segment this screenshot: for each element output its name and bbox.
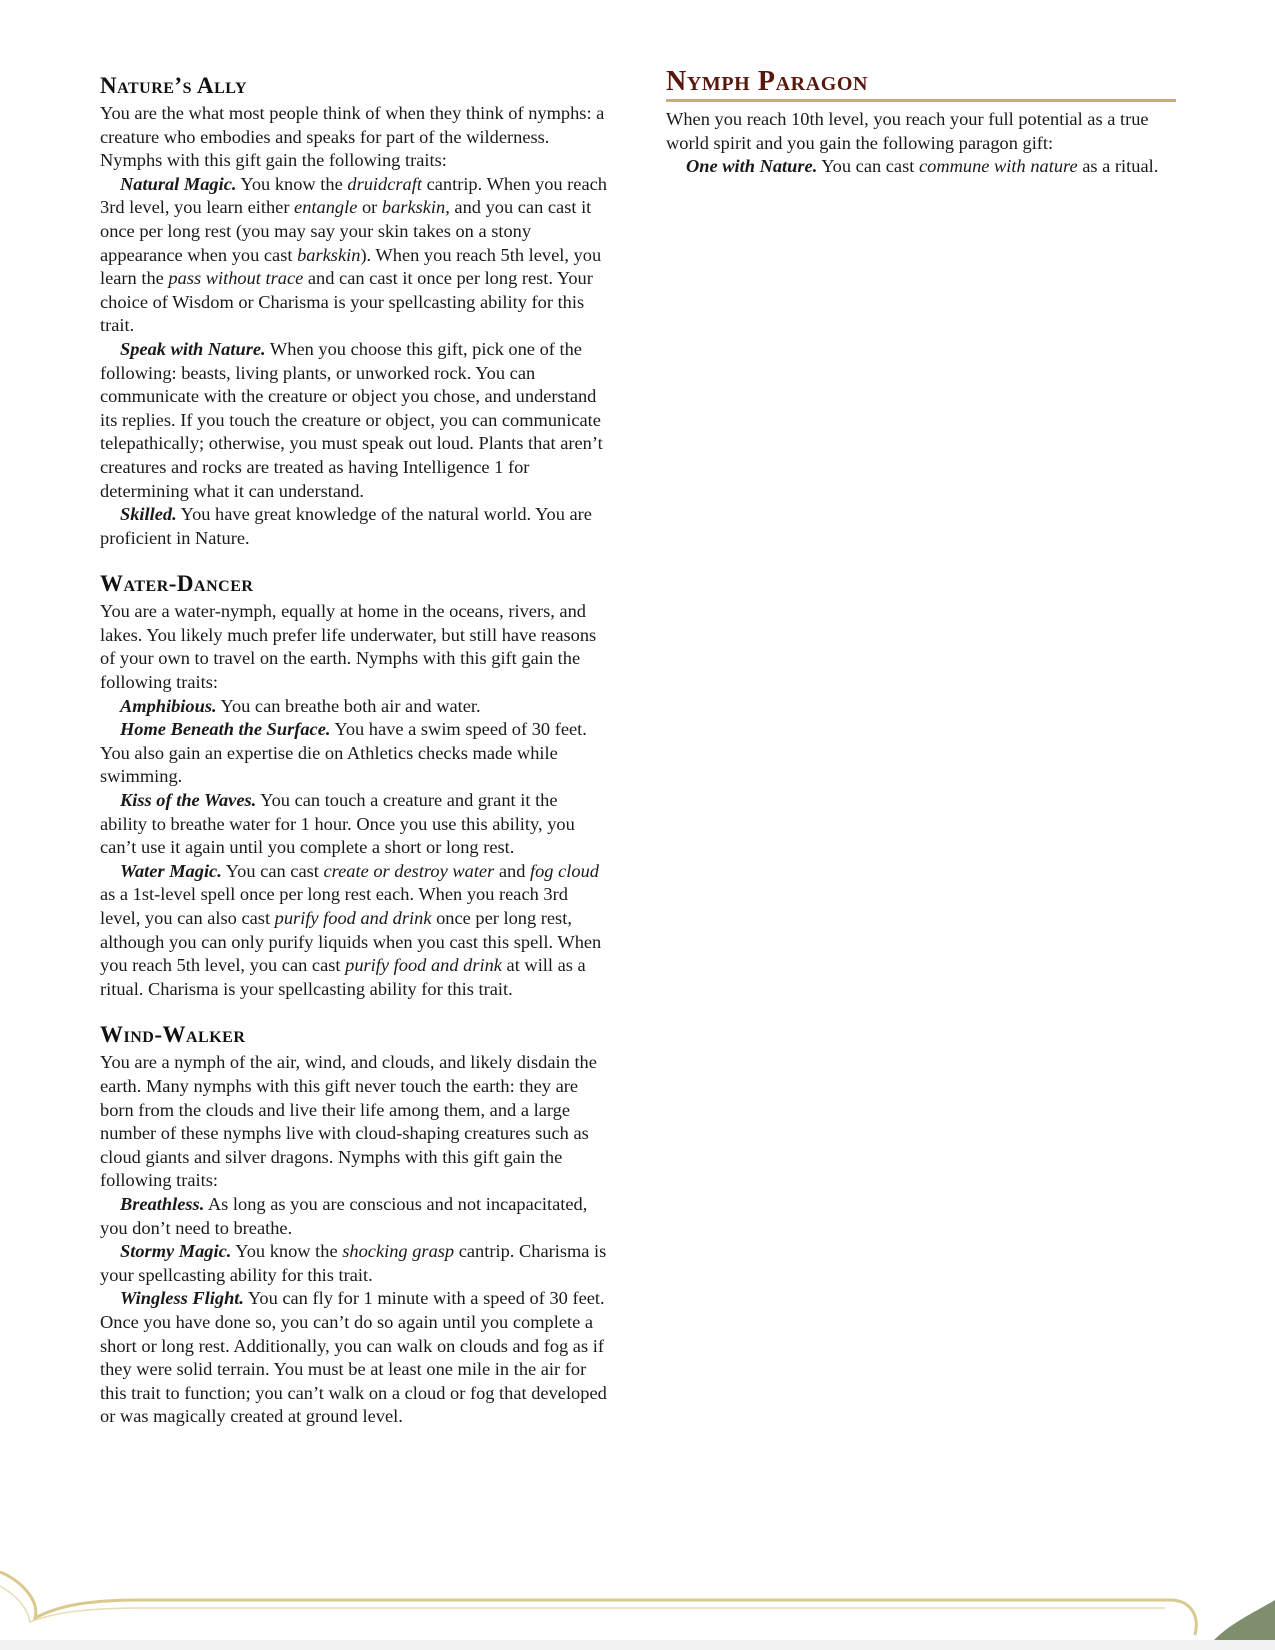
trait-name: Breathless. [120, 1193, 205, 1214]
trait-text: You have great knowledge of the natural world. You are proficient in Nature. [100, 504, 592, 548]
trait-text: You can fly for 1 minute with a speed of 30 feet. Once you have done so, you can’t do so again until you complete a short or long rest. Additionally, you can walk on clouds and fog as if they were solid terrain. You must be at least one mile in the air for this trait to function; you can’t walk on a cloud or fog that developed or was magically created at ground level. [100, 1288, 607, 1427]
spell-name: fog cloud [530, 860, 599, 881]
trait-name: Natural Magic. [120, 173, 237, 194]
trait-text: You can cast [221, 860, 324, 881]
natural-magic-trait [100, 173, 608, 338]
right-column [666, 66, 1176, 179]
trait-name: Wingless Flight. [120, 1288, 245, 1309]
trait-text: You know the [236, 173, 348, 194]
trait-name: Home Beneath the Surface. [120, 719, 331, 740]
trait-text: cantrip. Charisma is your spellcasting ability for this trait. [100, 1241, 607, 1285]
breathless-trait [100, 1193, 608, 1240]
spell-name: barkskin [297, 244, 361, 265]
kiss-of-waves-trait [100, 789, 608, 860]
trait-text: You have a swim speed of 30 feet. You also gain an expertise die on Athletics checks made while swimming. [100, 719, 587, 787]
stormy-magic-trait [100, 1240, 608, 1287]
skilled-trait [100, 503, 608, 550]
page-footer-ornament [0, 1560, 1275, 1650]
footer-curve [0, 1572, 1196, 1635]
amphibious-trait [100, 695, 608, 719]
spell-name: create or destroy water [323, 860, 495, 881]
trait-name: Skilled. [120, 504, 177, 525]
water-magic-trait [100, 860, 608, 1002]
wingless-flight-trait [100, 1287, 608, 1429]
one-with-nature-trait [666, 155, 1176, 179]
spell-name: druidcraft [347, 173, 422, 194]
trait-text: You know the [231, 1241, 343, 1262]
spell-name: shocking grasp [342, 1241, 455, 1262]
home-beneath-trait [100, 718, 608, 789]
trait-text: , and you can cast it once per long rest (you may say your skin takes on a stony appearance when you cast [100, 197, 592, 265]
spell-name: commune with nature [918, 156, 1078, 177]
trait-text: as a 1st-level spell once per long rest each. When you reach 3rd level, you can also cast [100, 884, 568, 928]
trait-name: Kiss of the Waves. [120, 790, 257, 811]
trait-name: Stormy Magic. [120, 1241, 232, 1262]
trait-text: or [357, 197, 382, 218]
trait-name: One with Nature. [686, 156, 818, 177]
nymph-paragon-heading: Nymph Paragon [666, 66, 1176, 102]
wind-walker-intro: You are a nymph of the air, wind, and clouds, and likely disdain the earth. Many nymphs with this gift never touch the earth: they are born from the clouds and live their life among them, and a large number of these nymphs live with cloud-shaping creatures such as cloud giants and silver dragons. Nymphs with this gift gain the following traits: [100, 1052, 597, 1191]
spell-name: entangle [294, 197, 358, 218]
left-column [100, 72, 608, 1429]
trait-text: ). When you reach 5th level, you learn the [100, 244, 602, 289]
trait-text: at will as a ritual. Charisma is your spellcasting ability for this trait. [100, 955, 586, 999]
trait-text: once per long rest, although you can only purify liquids when you cast this spell. When you reach 5th level, you can cast [100, 908, 602, 976]
wind-walker-heading: Wind-Walker [100, 1022, 246, 1048]
trait-text: You can cast [817, 156, 919, 177]
natures-ally-heading: Nature’s Ally [100, 73, 248, 98]
trait-text: as a ritual. [1077, 156, 1159, 177]
trait-text: and can cast it once per long rest. Your choice of Wisdom or Charisma is your spellcasting ability for this trait. [100, 268, 593, 336]
water-dancer-intro: You are a water-nymph, equally at home in the oceans, rivers, and lakes. You likely much prefer life underwater, but still have reasons of your own to travel on the earth. Nymphs with this gift gain the following traits: [100, 601, 597, 693]
footer-shade [0, 1640, 1275, 1650]
trait-text: As long as you are conscious and not incapacitated, you don’t need to breathe. [100, 1193, 588, 1238]
spell-name: purify food and drink [345, 955, 502, 976]
trait-name: Speak with Nature. [120, 338, 266, 359]
trait-name: Water Magic. [120, 860, 222, 881]
speak-with-nature-trait [100, 338, 608, 503]
trait-text: When you choose this gift, pick one of the following: beasts, living plants, or unworked rock. You can communicate with the creature or object you chose, and understand its replies. If you touch the creature or object, you can communicate telepathically; otherwise, you must speak out loud. Plants that aren’t creatures and rocks are treated as having Intelligence 1 for determining what it can understand. [100, 338, 603, 501]
trait-name: Amphibious. [120, 695, 217, 716]
spell-name: purify food and drink [274, 908, 432, 928]
trait-text: and [494, 860, 530, 881]
spell-name: barkskin [381, 197, 446, 218]
nymph-paragon-intro: When you reach 10th level, you reach your full potential as a true world spirit and you gain the following paragon gift: [666, 109, 1149, 153]
natures-ally-intro: You are the what most people think of when they think of nymphs: a creature who embodies and speaks for part of the wilderness. Nymphs with this gift gain the following traits: [100, 103, 605, 171]
trait-text: You can breathe both air and water. [216, 695, 481, 716]
water-dancer-heading: Water-Dancer [100, 571, 254, 597]
footer-curve-inner [0, 1586, 1165, 1622]
spell-name: pass without trace [168, 268, 304, 289]
trait-text: You can touch a creature and grant it the ability to breathe water for 1 hour. Once you use this ability, you can’t use it again until you complete a short or long rest. [100, 790, 575, 858]
trait-text: cantrip. When you reach 3rd level, you learn either [100, 173, 607, 218]
